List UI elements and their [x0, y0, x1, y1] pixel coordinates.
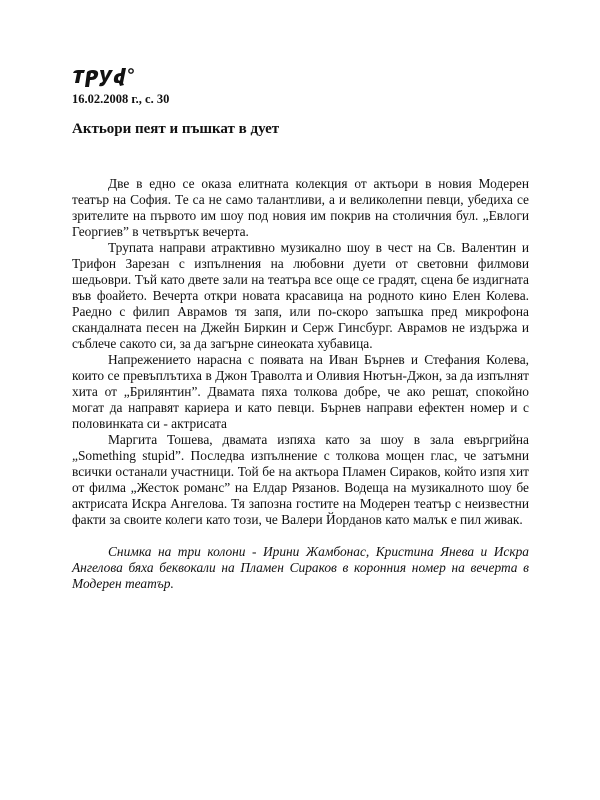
publication-dateline: 16.02.2008 г., с. 30: [72, 92, 170, 106]
article-paragraph: Маргита Тошева, двамата изпяха като за шоу в зала евъргрийна „Something stupid”. Последва изпълнение с толкова мощен глас, че затъмни всички останали участници. Той бе на актьора Пламен Сираков, който изпя хит от филма „Жесток романс” на Елдар Рязанов. Водеща на музикалното шоу бе актрисата Искра Ангелова. Тя запозна гостите на Модерен театър с неизвестни факти за своите колеги като този, че Валери Йорданов като малък е пил живак.: [72, 432, 529, 527]
article-paragraph: Трупата направи атрактивно музикално шоу в чест на Св. Валентин и Трифон Зарезан с изпълнения на любовни дуети от световни филмови шедьоври. Тъй като двете зали на театъра все още се градят, сцена бе издигната във фоайето. Вечерта откри новата красавица на родното кино Елен Колева. Раедно с филип Аврамов тя запя, или по-скоро запъшка пред микрофона скандалната песен на Джейн Биркин и Серж Гинсбург. Аврамов не издържа и съблече сакото си, за да загърне синеоката хубавица.: [72, 240, 529, 351]
article-body: [72, 176, 529, 592]
photo-caption: Снимка на три колони - Ирини Жамбонас, Кристина Янева и Искра Ангелова бяха беквокали на Пламен Сираков в коронния номер на вечерта в Модерен театър.: [72, 544, 529, 591]
trud-logo-mark: [72, 66, 136, 88]
article-paragraph: Две в едно се оказа елитната колекция от актьори в новия Модерен театър на София. Те са не само талантливи, а и великолепни певци, убедиха се зрителите на първото им шоу под новия им покрив на столичния бул. „Евлоги Георгиев” в четвъртък вечерта.: [72, 176, 529, 239]
article-paragraph: Напрежението нарасна с появата на Иван Бърнев и Стефания Колева, които се превъплътиха в Джон Траволта и Оливия Нютън-Джон, за да изпълнят хита от „Брилянтин”. Двамата пяха толкова добре, че ако решат, спокойно могат да направят кариера и като певци. Бърнев направи ефектен номер и с половинката си - актрисата: [72, 352, 529, 431]
trud-logo: [72, 66, 136, 88]
article-title: Актьори пеят и пъшкат в дует: [72, 121, 280, 137]
